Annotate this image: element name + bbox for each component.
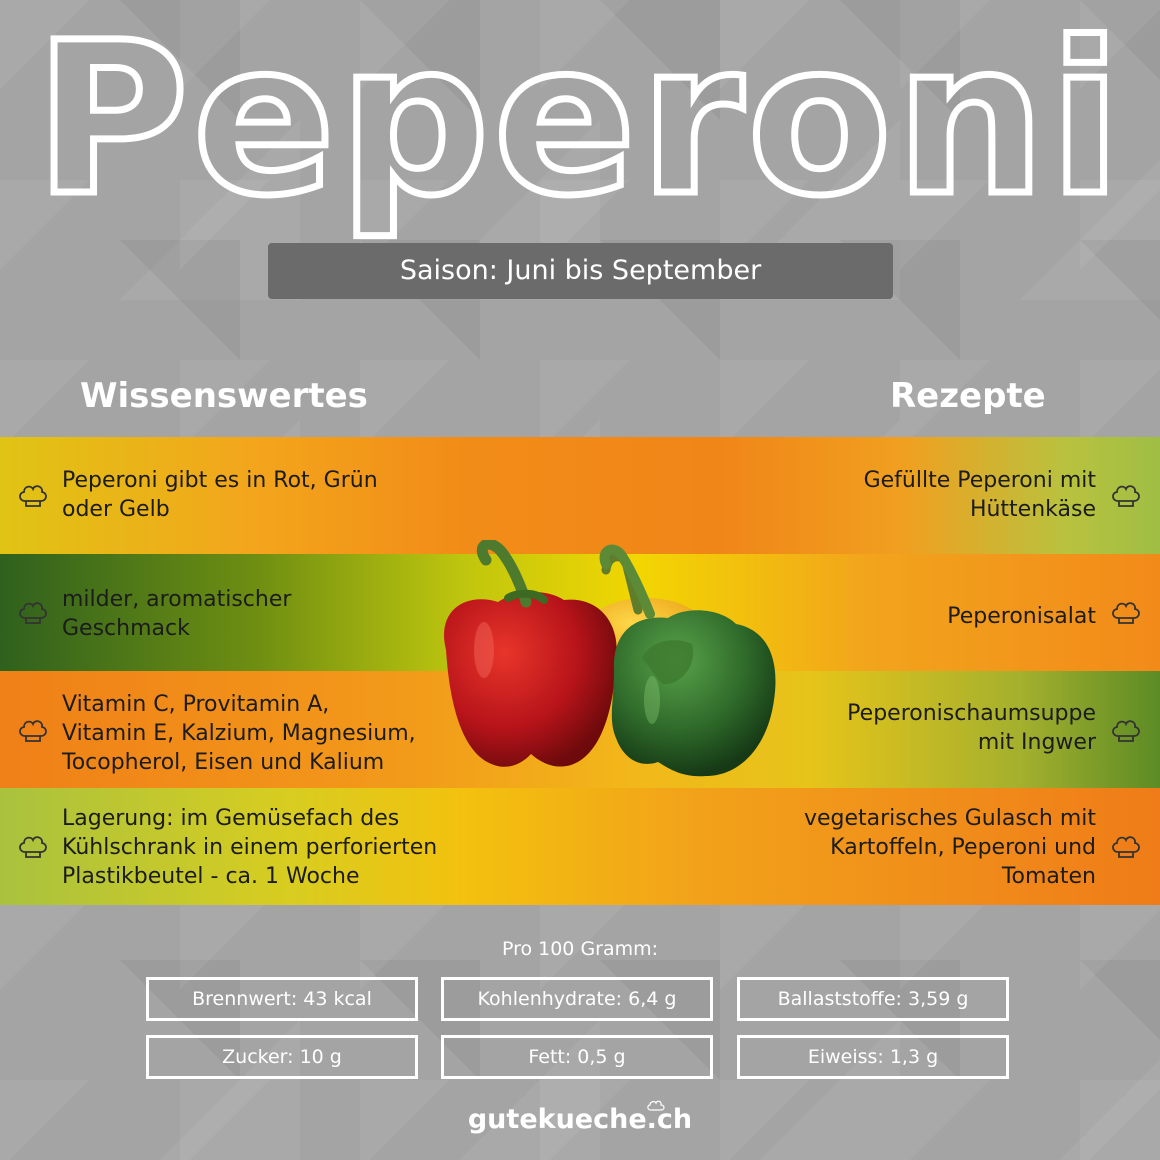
chef-hat-icon bbox=[647, 1100, 665, 1114]
recipe-item-4[interactable]: vegetarisches Gulasch mit Kartoffeln, Peperoni und Tomaten bbox=[803, 806, 1096, 889]
fact-item-2: milder, aromatischer Geschmack bbox=[62, 587, 292, 641]
recipe-item-3[interactable]: Peperonischaumsuppe mit Ingwer bbox=[847, 701, 1096, 755]
chef-hat-icon bbox=[1110, 481, 1142, 509]
fact-item-3: Vitamin C, Provitamin A, Vitamin E, Kalzium, Magnesium, Tocopherol, Eisen und Kalium bbox=[62, 692, 416, 775]
chef-hat-icon bbox=[17, 481, 49, 509]
chef-hat-icon bbox=[17, 598, 49, 626]
nutrition-energy: Brennwert: 43 kcal bbox=[146, 977, 418, 1021]
chef-hat-icon bbox=[1110, 598, 1142, 626]
nutrition-fat: Fett: 0,5 g bbox=[441, 1035, 713, 1079]
chef-hat-icon bbox=[17, 832, 49, 860]
nutrition-fiber: Ballaststoffe: 3,59 g bbox=[737, 977, 1009, 1021]
fact-item-4: Lagerung: im Gemüsefach des Kühlschrank in einem perforierten Plastikbeutel - ca. 1 Woche bbox=[62, 806, 438, 889]
facts-heading: Wissenswertes bbox=[80, 376, 368, 416]
page-title: Peperoni bbox=[34, 0, 1126, 242]
nutrition-heading: Pro 100 Gramm: bbox=[501, 938, 659, 960]
bell-peppers-image bbox=[436, 540, 786, 780]
nutrition-protein: Eiweiss: 1,3 g bbox=[737, 1035, 1009, 1079]
brand-logo-text[interactable]: gutekueche.ch bbox=[467, 1104, 693, 1135]
chef-hat-icon bbox=[17, 716, 49, 744]
recipes-heading: Rezepte bbox=[890, 376, 1046, 416]
chef-hat-icon bbox=[1110, 832, 1142, 860]
nutrition-carbs: Kohlenhydrate: 6,4 g bbox=[441, 977, 713, 1021]
chef-hat-icon bbox=[1110, 716, 1142, 744]
recipe-item-2[interactable]: Peperonisalat bbox=[947, 604, 1096, 629]
fact-item-1: Peperoni gibt es in Rot, Grün oder Gelb bbox=[62, 468, 378, 522]
nutrition-sugar: Zucker: 10 g bbox=[146, 1035, 418, 1079]
recipe-item-1[interactable]: Gefüllte Peperoni mit Hüttenkäse bbox=[863, 468, 1096, 522]
season-banner: Saison: Juni bis September bbox=[268, 243, 893, 299]
